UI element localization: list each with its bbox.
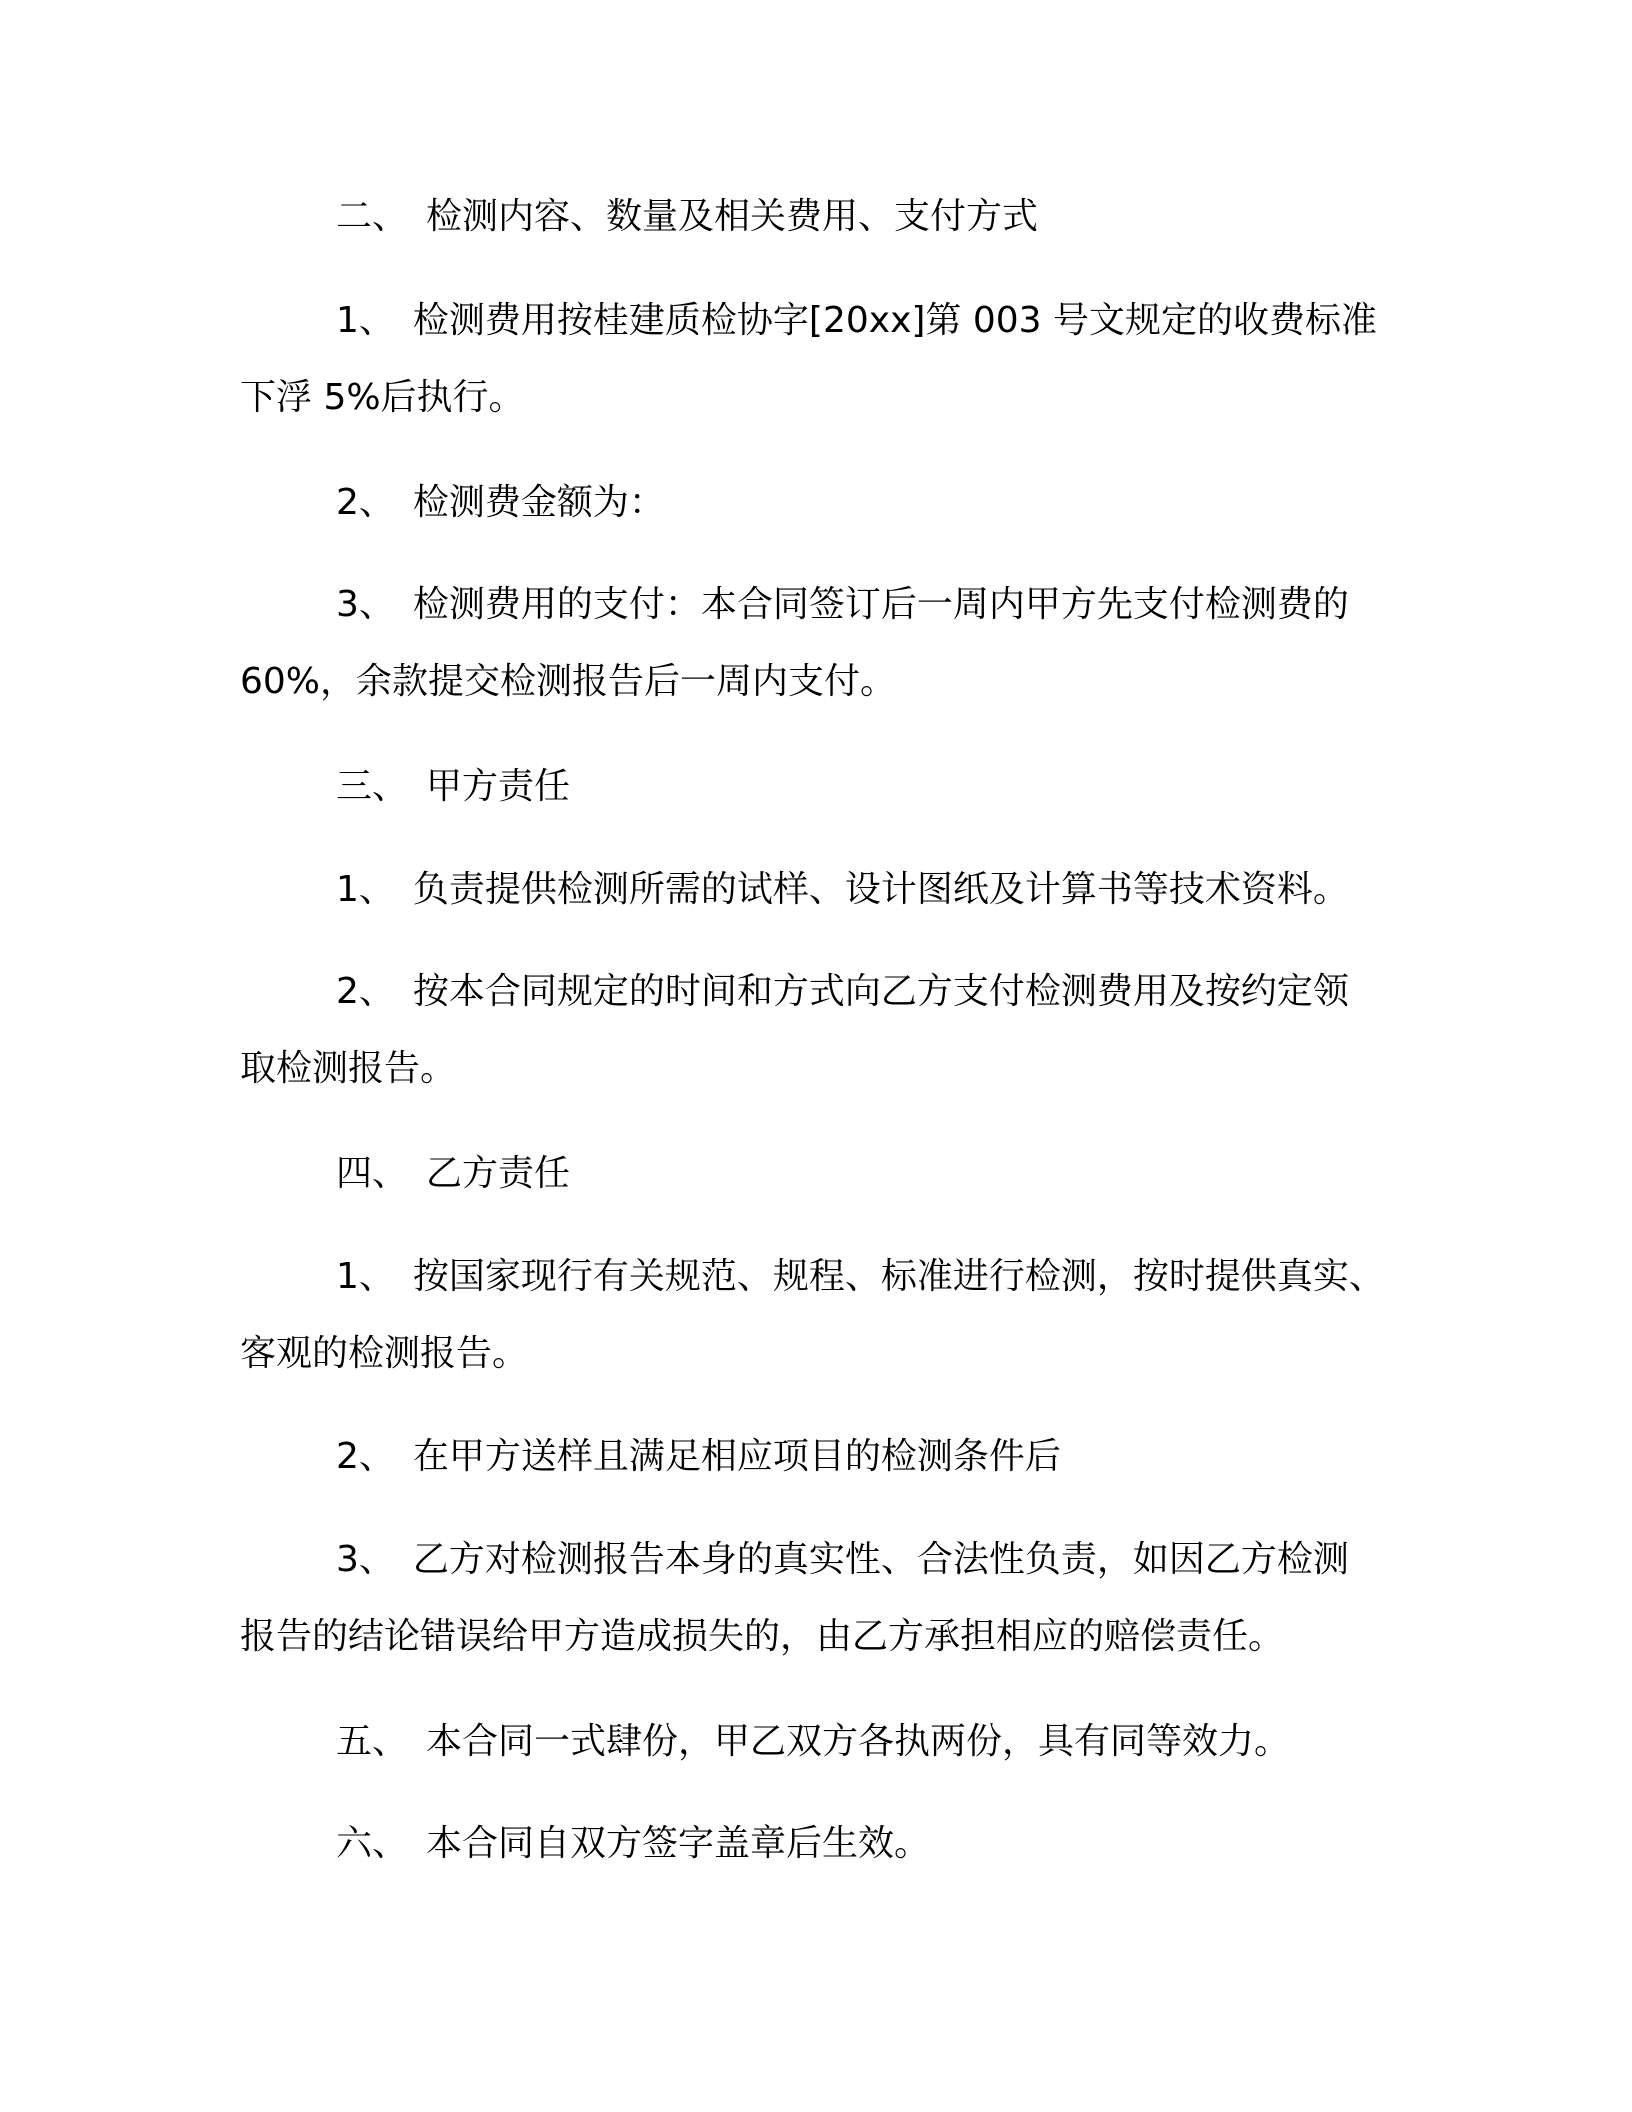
section-number: 六、 [336,1823,409,1864]
clause-text: 检测费金额为： [412,482,665,523]
clause-text: 按本合同规定的时间和方式向乙方支付检测费用及按约定领 [412,971,1349,1012]
clause-number: 1、 [336,300,395,341]
section-number: 五、 [336,1721,409,1762]
clause-text: 负责提供检测所需的试样、设计图纸及计算书等技术资料。 [412,869,1349,910]
section-heading-2 [240,178,1408,255]
clause-2-1 [240,282,1408,436]
section-number: 四、 [336,1153,409,1194]
section-title: 检测内容、数量及相关费用、支付方式 [426,196,1039,237]
clause-text-continued: 下浮 5%后执行。 [240,377,525,418]
clause-text: 检测费用按桂建质检协字[20xx]第 003 号文规定的收费标准 [412,300,1378,341]
clause-text: 在甲方送样且满足相应项目的检测条件后 [412,1436,1061,1477]
section-number: 二、 [336,196,409,237]
clause-text-continued: 客观的检测报告。 [240,1333,529,1374]
section-number: 三、 [336,766,409,807]
clause-2-2 [240,464,1408,541]
clause-number: 3、 [336,584,395,625]
clause-text-continued: 取检测报告。 [240,1048,457,1089]
clause-number: 1、 [336,869,395,910]
clause-text-continued: 报告的结论错误给甲方造成损失的，由乙方承担相应的赔偿责任。 [240,1616,1285,1657]
clause-3-2 [240,953,1408,1107]
section-heading-3 [240,748,1408,825]
section-heading-4 [240,1135,1408,1212]
clause-number: 2、 [336,971,395,1012]
section-heading-6 [240,1805,1408,1882]
section-heading-5 [240,1703,1408,1780]
section-title: 本合同一式肆份，甲乙双方各执两份，具有同等效力。 [426,1721,1291,1762]
clause-text: 检测费用的支付：本合同签订后一周内甲方先支付检测费的 [412,584,1349,625]
clause-number: 2、 [336,1436,395,1477]
clause-number: 2、 [336,482,395,523]
clause-number: 3、 [336,1539,395,1580]
section-title: 乙方责任 [426,1153,571,1194]
clause-2-3 [240,566,1408,720]
section-title: 本合同自双方签字盖章后生效。 [426,1823,931,1864]
clause-3-1 [240,851,1408,928]
clause-text: 乙方对检测报告本身的真实性、合法性负责，如因乙方检测 [412,1539,1349,1580]
clause-number: 1、 [336,1256,395,1297]
clause-4-1 [240,1238,1408,1392]
clause-4-3 [240,1521,1408,1675]
section-title: 甲方责任 [426,766,571,807]
clause-text-continued: 60%，余款提交检测报告后一周内支付。 [240,661,897,702]
clause-text: 按国家现行有关规范、规程、标准进行检测，按时提供真实、 [412,1256,1385,1297]
clause-4-2 [240,1418,1408,1495]
